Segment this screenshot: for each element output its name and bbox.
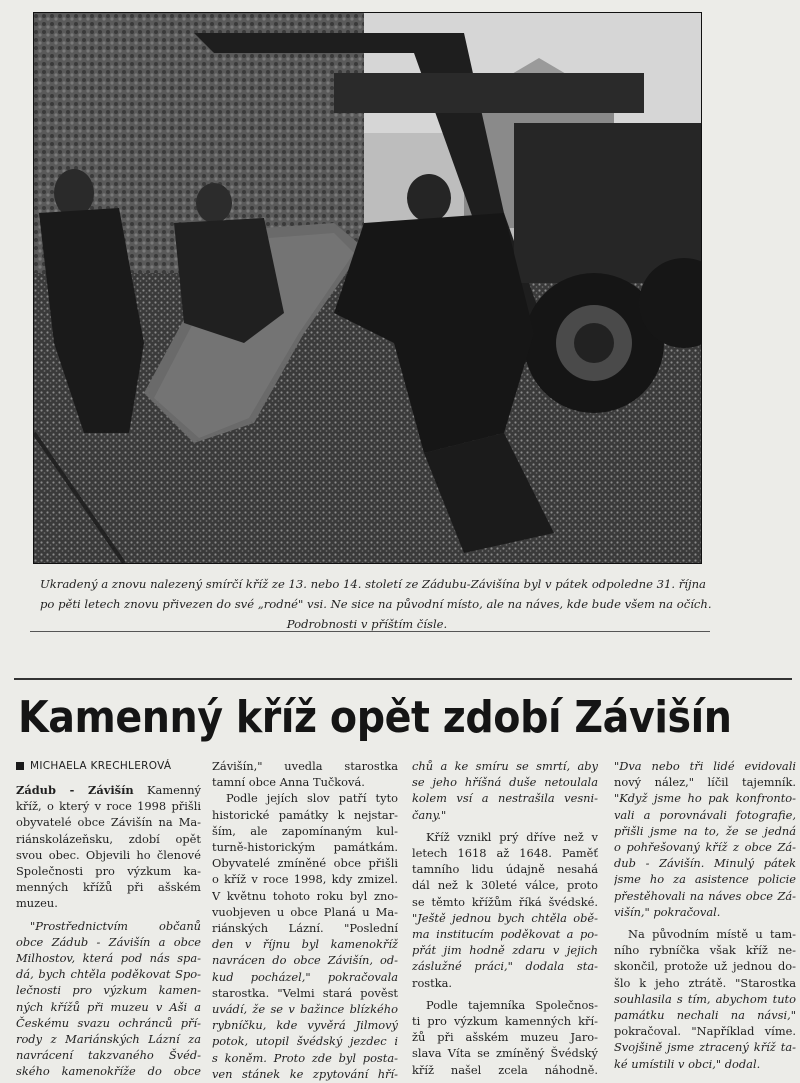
article-text-line: Zádub - Závišín Kamenný (16, 783, 201, 797)
article-text-line: ven stánek ke zpytování hří- (212, 1066, 398, 1081)
article-text-line: slava Víta se zmíněný Švédský (412, 1046, 598, 1061)
article-text-line: záslužné práci," dodala sta- (412, 959, 598, 974)
article-text-line: potok, utopil švédský jezdec i (212, 1034, 398, 1049)
article-text-line: tamního lidu údajně nesahá (412, 862, 598, 877)
article-text-line: ké umístili v obci," dodal. (614, 1056, 761, 1071)
article-text-line: ního rybníčka však kříž ne- (614, 943, 796, 958)
article-text-line: o kříž v roce 1998, kdy zmizel. (212, 872, 398, 887)
square-bullet-icon (16, 762, 24, 770)
article-text-line: svou obec. Objevili ho členové (16, 847, 201, 862)
caption-line: Ukradený a znovu nalezený smírčí kříž ze 13. nebo 14. století ze Zádubu-Závišína byl v pátek odpoledne 31. října (40, 577, 706, 591)
article-headline: Kamenný kříž opět zdobí Závišín (18, 692, 732, 743)
article-text-line: dál než k 30leté válce, proto (412, 878, 598, 893)
caption-divider (30, 631, 710, 632)
article-text-line: přišli jsme na to, že se jedná (614, 823, 796, 838)
article-text-line: pokračoval. "Například víme. (614, 1024, 796, 1039)
article-text-line: kolem vsí a nestrašila vesni- (412, 791, 598, 806)
article-text-line: rostka. (412, 975, 453, 990)
author-name: MICHAELA KRECHLEROVÁ (30, 759, 172, 772)
article-text-line: Kříž vznikl prý dříve než v (426, 829, 598, 844)
article-column-2 (212, 758, 398, 1082)
article-text-line: "Dva nebo tři lidé evidovali (614, 759, 796, 773)
article-text-line: obyvatelé obce Závišín na Ma- (16, 815, 201, 830)
photo-caption (40, 574, 712, 634)
article-text-line: Závišín," uvedla starostka (212, 759, 398, 773)
article-text-line: menných křížů při ašském (16, 880, 201, 895)
article-text-line: starostka. "Velmi stará pověst (212, 985, 398, 1000)
article-text-line: "Když jsme ho pak konfronto- (614, 791, 796, 806)
article-text-line: Podle jejích slov patří tyto (226, 791, 398, 806)
article-text-line: lečnosti pro výzkum kamen- (16, 983, 201, 998)
article-text-line: skončil, protože už jednou do- (614, 959, 796, 974)
article-text-line: višín," pokračoval. (614, 904, 721, 919)
article-photo (33, 12, 702, 564)
article-text-line: historické památky k nejstar- (212, 807, 398, 822)
article-text-line: se jeho hříšná duše netoulala (412, 775, 598, 790)
article-text-line: letech 1618 až 1648. Paměť (412, 846, 598, 861)
article-text-line: se těmto křížům říká švédské. (412, 894, 598, 909)
article-text-line: ma institucím poděkovat a po- (412, 927, 598, 942)
article-text-line: nový nález," líčil tajemník. (614, 775, 796, 790)
article-text-line: navrácen do obce Závišín, od- (212, 953, 398, 968)
article-text-line: muzeu. (16, 896, 58, 911)
article-column-3 (412, 758, 598, 1078)
article-text-line: vuobjeven u obce Planá u Ma- (212, 904, 398, 919)
article-text-line: Svojšině jsme ztracený kříž ta- (614, 1040, 796, 1055)
article-text-line: o pohřešovaný kříž z obce Zá- (614, 840, 796, 855)
article-text-line: riánskolázeňsku, zdobí opět (16, 831, 201, 846)
caption-line: Podrobnosti v příštím čísle. (286, 617, 448, 631)
article-text-line: ším, ale zapomínaným kul- (212, 823, 398, 838)
article-text-line: navrácení takzvaného Švéd- (16, 1048, 201, 1063)
article-text-line: Na původním místě u tam- (628, 927, 796, 942)
article-text-line: V květnu tohoto roku byl zno- (212, 888, 398, 903)
article-text-line: souhlasila s tím, abychom tuto (614, 991, 796, 1006)
article-text-line: jsme ho za asistence policie (614, 872, 796, 887)
photo-tractor-cross-icon (34, 13, 701, 563)
article-column-4 (614, 758, 796, 1072)
article-text-line: Společnosti pro výzkum ka- (16, 864, 201, 879)
article-text-line: ti pro výzkum kamenných kří- (412, 1014, 598, 1029)
article-text-line: ných křížů při muzeu v Aši a (16, 999, 201, 1014)
article-text-line: turně-historickým památkám. (212, 840, 398, 855)
article-text-line: obce Zádub - Závišín a obce (16, 934, 201, 949)
article-text-line: s koněm. Proto zde byl posta- (212, 1050, 398, 1065)
article-text-line: rody z Mariánských Lázní za (16, 1032, 201, 1047)
article-text-line: tamní obce Anna Tučková. (212, 775, 365, 790)
article-text-line: chů a ke smíru se smrtí, aby (412, 759, 598, 773)
article-text-line: čany." (412, 807, 447, 822)
headline-divider (14, 678, 792, 680)
byline (16, 758, 201, 774)
article-text-line: kříž našel zcela náhodně. (412, 1062, 598, 1077)
article-text-line: šlo k jeho ztrátě. "Starostka (614, 975, 796, 990)
article-text-line: dub - Závišín. Minulý pátek (614, 856, 796, 871)
article-text-line: "Prostřednictvím občanů (30, 918, 201, 933)
article-text-line: dá, bych chtěla poděkovat Spo- (16, 967, 201, 982)
article-text-line: rybníčku, kde vyvěrá Jilmový (212, 1018, 398, 1033)
article-column-1 (16, 758, 201, 1080)
article-text-line: kud pocházel," pokračovala (212, 969, 398, 984)
article-text-line: Milhostov, která pod nás spa- (16, 951, 201, 966)
article-text-line: den v říjnu byl kamenokříž (212, 937, 398, 952)
article-text-line: přát jim hodně zdaru v jejich (412, 943, 598, 958)
article-text-line: uvádí, že se v bažince blízkého (212, 1002, 398, 1017)
article-text-line: ského kamenokříže do obce (16, 1064, 201, 1079)
article-text-line: přestěhovali na náves obce Zá- (614, 888, 796, 903)
article-text-line: památku nechali na návsi," (614, 1008, 796, 1023)
article-text-line: žů při ašském muzeu Jaro- (412, 1030, 598, 1045)
article-text-line: vali a porovnávali fotografie, (614, 807, 796, 822)
article-text-line: kříž, o který v roce 1998 přišli (16, 799, 201, 814)
caption-line: po pěti letech znovu přivezen do své „rodné" vsi. Ne sice na původní místo, ale na náves, kde bude všem na očích. (40, 597, 712, 611)
article-text-line: Podle tajemníka Společnos- (426, 997, 598, 1012)
article-text-line: Českému svazu ochránců pří- (16, 1015, 201, 1030)
article-text-line: "Ještě jednou bych chtěla obě- (412, 910, 598, 925)
article-text-line: riánských Lázní. "Poslední (212, 921, 398, 936)
article-text-line: Obyvatelé zmíněné obce přišli (212, 856, 398, 871)
